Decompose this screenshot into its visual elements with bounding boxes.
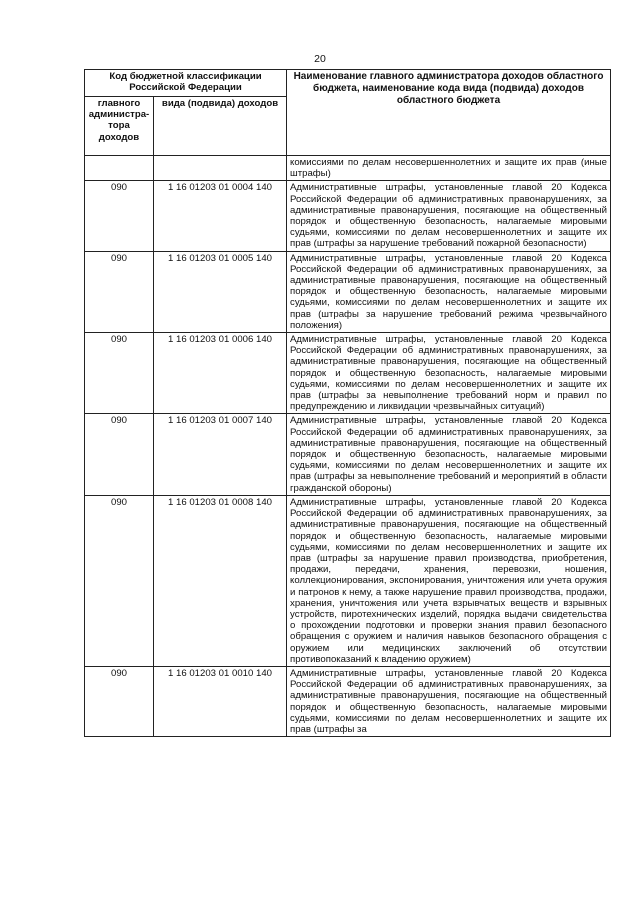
admin-code-cell: 090 — [85, 495, 154, 666]
budget-classification-table — [84, 69, 611, 737]
header-name-column: Наименование главного администратора доходов областного бюджета, наименование кода вида (подвида) доходов областного бюджета — [287, 70, 611, 156]
revenue-description-cell: Административные штрафы, установленные главой 20 Кодекса Российской Федерации об административных правонарушениях, за административные правонарушения, посягающие на общественный порядок и общественную безопасность, налагаемые мировыми судьями, комиссиями по делам несовершеннолетних и защите их прав (штрафы за нарушение требований пожарной безопасности) — [287, 181, 611, 251]
admin-code-cell: 090 — [85, 181, 154, 251]
table-header — [85, 70, 611, 156]
continuation-code-cell — [154, 156, 287, 181]
revenue-code-cell: 1 16 01203 01 0005 140 — [154, 251, 287, 332]
admin-code-cell: 090 — [85, 333, 154, 414]
admin-code-cell: 090 — [85, 251, 154, 332]
table-row — [85, 181, 611, 251]
header-kind-column: вида (подвида) доходов — [154, 97, 287, 156]
table-row — [85, 495, 611, 666]
table-body — [85, 156, 611, 737]
revenue-description-cell: Административные штрафы, установленные главой 20 Кодекса Российской Федерации об административных правонарушениях, за административные правонарушения, посягающие на общественный порядок и общественную безопасность, налагаемые мировыми судьями, комиссиями по делам несовершеннолетних и защите их прав (штрафы за нарушение требований режима чрезвычайного положения) — [287, 251, 611, 332]
admin-code-cell: 090 — [85, 414, 154, 495]
continuation-admin-cell — [85, 156, 154, 181]
revenue-code-cell: 1 16 01203 01 0010 140 — [154, 666, 287, 736]
continuation-text: комиссиями по делам несовершеннолетних и защите их прав (иные штрафы) — [287, 156, 611, 181]
revenue-description-cell: Административные штрафы, установленные главой 20 Кодекса Российской Федерации об административных правонарушениях, за административные правонарушения, посягающие на общественный порядок и общественную безопасность, налагаемые мировыми судьями, комиссиями по делам несовершеннолетних и защите их прав (штрафы за — [287, 666, 611, 736]
page-number: 20 — [314, 53, 326, 65]
revenue-code-cell: 1 16 01203 01 0006 140 — [154, 333, 287, 414]
table-row — [85, 251, 611, 332]
table-row — [85, 414, 611, 495]
revenue-description-cell: Административные штрафы, установленные главой 20 Кодекса Российской Федерации об административных правонарушениях, за административные правонарушения, посягающие на общественный порядок и общественную безопасность, налагаемые мировыми судьями, комиссиями по делам несовершеннолетних и защите их прав (штрафы за невыполнение требований и мероприятий в области гражданской обороны) — [287, 414, 611, 495]
table-row — [85, 666, 611, 736]
revenue-description-cell: Административные штрафы, установленные главой 20 Кодекса Российской Федерации об административных правонарушениях, за административные правонарушения, посягающие на общественный порядок и общественную безопасность, налагаемые мировыми судьями, комиссиями по делам несовершеннолетних и защите их прав (штрафы за невыполнение требований норм и правил по предупреждению и ликвидации чрезвычайных ситуаций) — [287, 333, 611, 414]
revenue-description-cell: Административные штрафы, установленные главой 20 Кодекса Российской Федерации об административных правонарушениях, за административные правонарушения, посягающие на общественный порядок и общественную безопасность, налагаемые мировыми судьями, комиссиями по делам несовершеннолетних и защите их прав (штрафы за нарушение правил производства, приобретения, продажи, передачи, хранения, перевозки, ношения, коллекционирования, экспонирования, уничтожения или учета оружия и патронов к нему, а также нарушение правил производства, продажи, хранения, уничтожения или учета взрывчатых веществ и взрывных устройств, пиротехнических изделий, порядка выдачи свидетельства о прохождении подготовки и проверки знания правил безопасного обращения с оружием и наличия навыков безопасного обращения с оружием или медицинских заключений об отсутствии противопоказаний к владению оружием) — [287, 495, 611, 666]
table-row-continuation — [85, 156, 611, 181]
header-budget-code-group: Код бюджетной классификации Российской Федерации — [85, 70, 287, 97]
revenue-code-cell: 1 16 01203 01 0004 140 — [154, 181, 287, 251]
revenue-code-cell: 1 16 01203 01 0008 140 — [154, 495, 287, 666]
header-admin-column: главного администра-тора доходов — [85, 97, 154, 156]
table-row — [85, 333, 611, 414]
admin-code-cell: 090 — [85, 666, 154, 736]
revenue-code-cell: 1 16 01203 01 0007 140 — [154, 414, 287, 495]
